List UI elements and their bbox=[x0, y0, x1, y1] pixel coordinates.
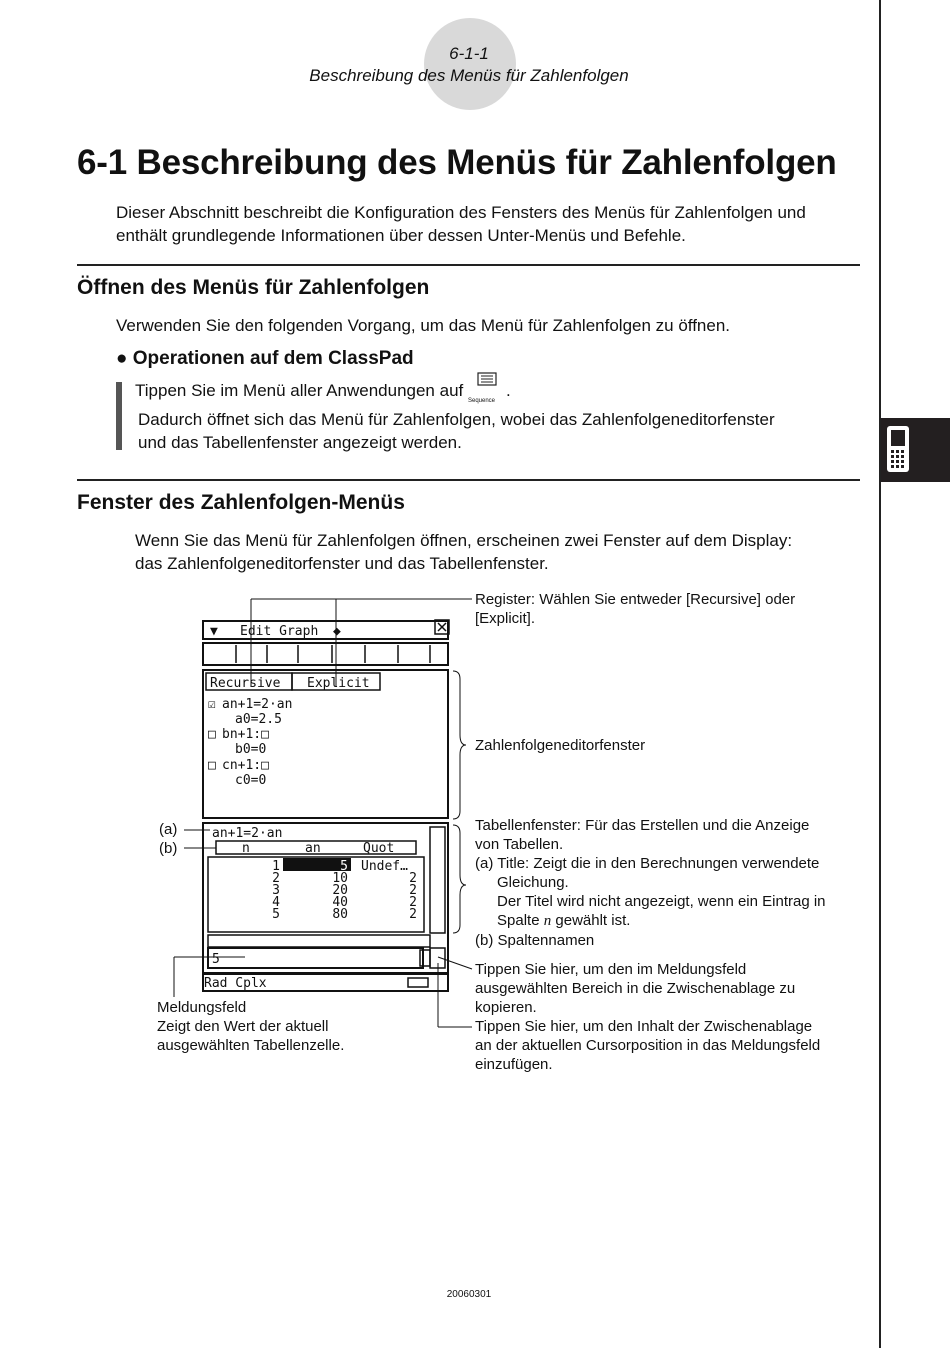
annotation-copy bbox=[475, 960, 795, 1017]
table-cell: 80 bbox=[332, 907, 348, 922]
annotation-table bbox=[475, 816, 809, 854]
annotation-line: Meldungsfeld bbox=[157, 999, 247, 1016]
annotation-line: ausgewählten Bereich in die Zwischenablage zu bbox=[475, 980, 796, 997]
status-bar: Rad Cplx bbox=[204, 976, 267, 991]
message-field-value: 5 bbox=[212, 952, 220, 967]
intro-paragraph bbox=[116, 201, 806, 247]
table-cell: 10 bbox=[332, 871, 348, 886]
section-heading: Fenster des Zahlenfolgen-Menüs bbox=[77, 491, 405, 514]
annotation-line: ausgewählten Tabellenzelle. bbox=[157, 1037, 345, 1054]
running-header: Beschreibung des Menüs für Zahlenfolgen bbox=[309, 66, 629, 85]
table-cell: 3 bbox=[272, 883, 280, 898]
svg-text:☑: ☑ bbox=[208, 697, 216, 712]
footer-code: 20060301 bbox=[446, 1289, 492, 1300]
section-heading: Öffnen des Menüs für Zahlenfolgen bbox=[77, 276, 430, 299]
svg-text:◆: ◆ bbox=[333, 624, 341, 639]
annotation-line: Spaltennamen bbox=[497, 932, 595, 949]
editor-line: bn+1:□ bbox=[222, 727, 269, 742]
page-edge-rule bbox=[879, 0, 881, 1348]
table-cell: Undef… bbox=[361, 859, 408, 874]
annotation-line: Tippen Sie hier, um den im Meldungsfeld bbox=[475, 961, 747, 978]
annotation-register bbox=[475, 590, 795, 628]
label-b: (b) bbox=[159, 840, 178, 857]
calculator-icon bbox=[881, 418, 950, 482]
table-header: n bbox=[242, 841, 250, 856]
svg-text:▼: ▼ bbox=[210, 624, 218, 639]
section-text: Verwenden Sie den folgenden Vorgang, um das Menü für Zahlenfolgen zu öffnen. bbox=[116, 316, 731, 335]
table-cell: 2 bbox=[409, 883, 417, 898]
bullet-heading-text: Operationen auf dem ClassPad bbox=[132, 348, 414, 369]
screen-tab-recursive: Recursive bbox=[210, 676, 281, 691]
annotation-a bbox=[475, 854, 826, 931]
chapter-tab bbox=[881, 418, 950, 482]
editor-line: b0=0 bbox=[235, 742, 267, 757]
table-header: an bbox=[305, 841, 321, 856]
label-a: (a) bbox=[159, 821, 178, 838]
table-cell: 2 bbox=[409, 895, 417, 910]
editor-line: an+1=2·an bbox=[222, 697, 293, 712]
section-text bbox=[135, 529, 792, 575]
section-text-line: Wenn Sie das Menü für Zahlenfolgen öffnen, erscheinen zwei Fenster auf dem Display: bbox=[135, 531, 793, 550]
annotation-paste bbox=[475, 1017, 820, 1074]
sequence-app-icon bbox=[467, 378, 506, 404]
annotation-variable: n bbox=[543, 913, 552, 929]
page-number: 6-1-1 bbox=[449, 44, 489, 63]
result-line: und das Tabellenfenster angezeigt werden. bbox=[138, 433, 462, 452]
editor-line: c0=0 bbox=[235, 773, 267, 788]
editor-line: cn+1:□ bbox=[222, 758, 269, 773]
annotation-b bbox=[475, 931, 594, 950]
table-cell: 4 bbox=[272, 895, 280, 910]
section-rule bbox=[77, 479, 860, 481]
table-cell: 5 bbox=[272, 907, 280, 922]
annotation-fragment: gewählt ist. bbox=[555, 912, 631, 929]
annotation-fragment: Spalte bbox=[497, 912, 540, 929]
annotation-line: Gleichung. bbox=[497, 874, 569, 891]
annotation-line: Tabellenfenster: Für das Erstellen und die Anzeige bbox=[475, 817, 810, 834]
step-line: Tippen Sie im Menü aller Anwendungen auf Sequence . bbox=[135, 378, 511, 402]
step-result bbox=[138, 408, 775, 454]
table-cell: 1 bbox=[272, 859, 280, 874]
classpad-screen bbox=[150, 585, 480, 1065]
annotation-line: Title: Zeigt die in den Berechnungen verwendete bbox=[497, 855, 820, 872]
page-title: 6-1 Beschreibung des Menüs für Zahlenfolgen bbox=[77, 143, 837, 182]
svg-text:□: □ bbox=[208, 758, 216, 773]
table-title: an+1=2·an bbox=[212, 826, 283, 841]
step-text: Tippen Sie im Menü aller Anwendungen auf bbox=[135, 381, 464, 400]
annotation-marker: (a) bbox=[475, 855, 494, 872]
table-cell: 5 bbox=[340, 859, 348, 874]
annotation-line: Der Titel wird nicht angezeigt, wenn ein Eintrag in bbox=[497, 893, 826, 910]
section-text-line: das Zahlenfolgeneditorfenster und das Tabellenfenster. bbox=[135, 554, 549, 573]
table-cell: 40 bbox=[332, 895, 348, 910]
annotation-line: einzufügen. bbox=[475, 1056, 553, 1073]
header-circle bbox=[424, 18, 516, 110]
bullet-heading: ● Operationen auf dem ClassPad bbox=[116, 348, 414, 369]
table-cell: 2 bbox=[409, 907, 417, 922]
section-rule bbox=[77, 264, 860, 266]
table-header: Quot bbox=[363, 841, 395, 856]
step-bar bbox=[116, 382, 122, 450]
annotation-line: an der aktuellen Cursorposition in das Meldungsfeld bbox=[475, 1037, 821, 1054]
intro-line: Dieser Abschnitt beschreibt die Konfiguration des Fensters des Menüs für Zahlenfolgen und bbox=[116, 203, 806, 222]
editor-line: a0=2.5 bbox=[235, 712, 282, 727]
annotation-line: Tippen Sie hier, um den Inhalt der Zwischenablage bbox=[475, 1018, 813, 1035]
annotation-line: Zeigt den Wert der aktuell bbox=[157, 1018, 329, 1035]
annotation-line: [Explicit]. bbox=[475, 610, 536, 627]
annotation-line: kopieren. bbox=[475, 999, 537, 1016]
intro-line: enthält grundlegende Informationen über dessen Unter-Menüs und Befehle. bbox=[116, 226, 686, 245]
table-cell: 2 bbox=[272, 871, 280, 886]
screen-menu: Edit Graph bbox=[240, 624, 319, 639]
annotation-line: Register: Wählen Sie entweder [Recursive] oder bbox=[475, 591, 796, 608]
annotation-line bbox=[475, 911, 826, 931]
annotation-line: von Tabellen. bbox=[475, 836, 564, 853]
annotation-message bbox=[157, 998, 344, 1055]
table-cell: 2 bbox=[409, 871, 417, 886]
sequence-icon-label: Sequence bbox=[467, 398, 496, 404]
table-cell: 20 bbox=[332, 883, 348, 898]
annotation-marker: (b) bbox=[475, 932, 494, 949]
annotation-editor: Zahlenfolgeneditorfenster bbox=[475, 737, 646, 754]
result-line: Dadurch öffnet sich das Menü für Zahlenfolgen, wobei das Zahlenfolgeneditorfenster bbox=[138, 410, 775, 429]
svg-text:□: □ bbox=[208, 727, 216, 742]
screen-tab-explicit: Explicit bbox=[307, 676, 370, 691]
